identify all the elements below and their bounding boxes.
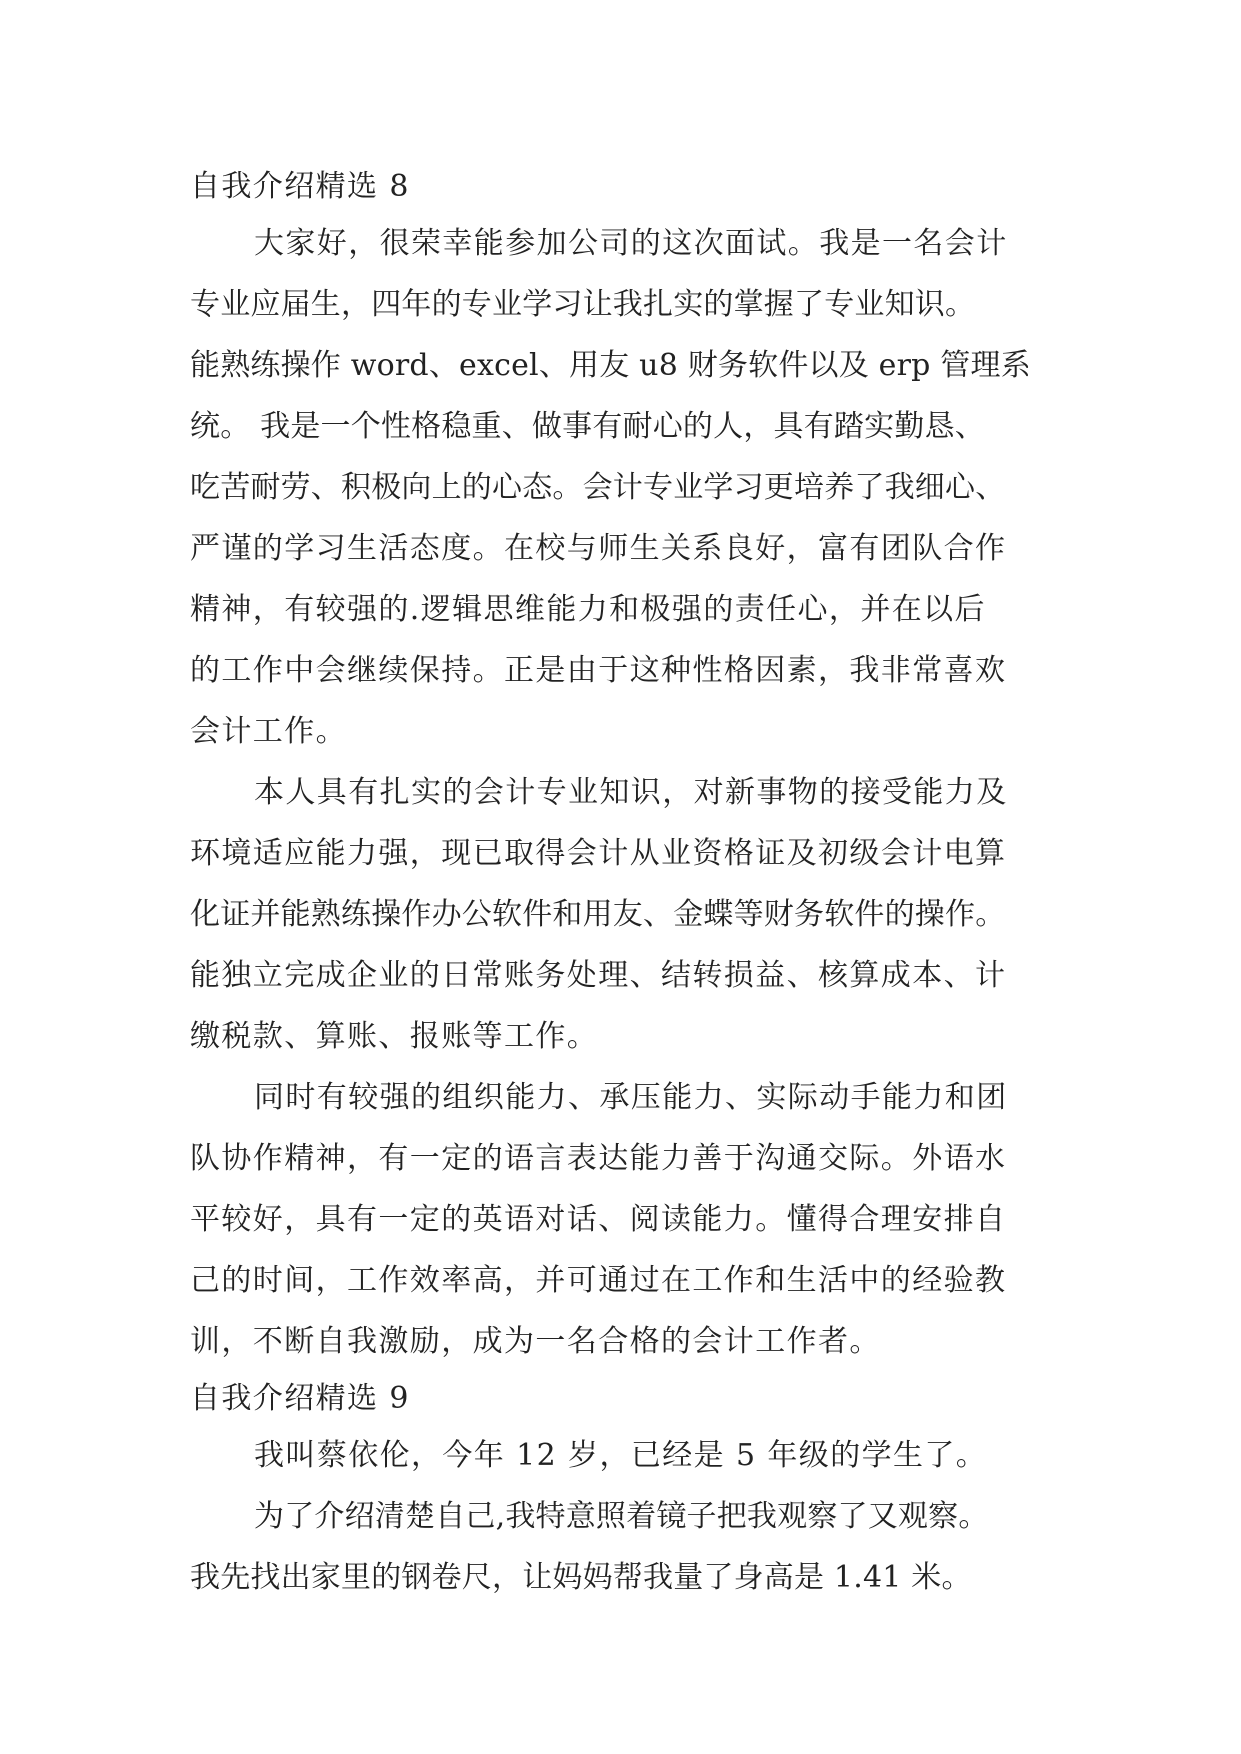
text-line: 严谨的学习生活态度。在校与师生关系良好，富有团队合作: [190, 531, 1007, 566]
paragraph: [190, 1425, 1070, 1486]
text-line: 的工作中会继续保持。正是由于这种性格因素，我非常喜欢: [190, 653, 1007, 688]
text-line: 平较好，具有一定的英语对话、阅读能力。懂得合理安排自: [190, 1202, 1007, 1237]
text-line: 吃苦耐劳、积极向上的心态。会计专业学习更培养了我细心、: [190, 470, 1006, 505]
text-line: 大家好，很荣幸能参加公司的这次面试。我是一名会计: [254, 226, 1008, 261]
text-line: 队协作精神，有一定的语言表达能力善于沟通交际。外语水: [190, 1141, 1007, 1176]
text-line: 能独立完成企业的日常账务处理、结转损益、核算成本、计: [190, 958, 1007, 993]
paragraph: [190, 1486, 1070, 1608]
document-body: [190, 160, 1070, 1608]
text-line: 我先找出家里的钢卷尺，让妈妈帮我量了身高是 1.41 米。: [190, 1560, 972, 1595]
text-line: 专业应届生，四年的专业学习让我扎实的掌握了专业知识。: [190, 287, 976, 322]
text-line: 精神，有较强的.逻辑思维能力和极强的责任心，并在以后: [190, 592, 986, 627]
paragraph: [190, 762, 1070, 1067]
text-line: 本人具有扎实的会计专业知识，对新事物的接受能力及: [254, 775, 1008, 810]
text-line: 己的时间，工作效率高，并可通过在工作和生活中的经验教: [190, 1263, 1007, 1298]
text-line: 环境适应能力强，现已取得会计从业资格证及初级会计电算: [190, 836, 1007, 871]
text-line: 会计工作。: [190, 714, 347, 749]
section-heading-8: 自我介绍精选 8: [190, 169, 410, 204]
text-line: 训，不断自我激励，成为一名合格的会计工作者。: [190, 1324, 881, 1359]
section-heading-9: 自我介绍精选 9: [190, 1381, 410, 1416]
text-line: 能熟练操作 word、excel、用友 u8 财务软件以及 erp 管理系: [190, 348, 1031, 383]
text-line: 统。 我是一个性格稳重、做事有耐心的人，具有踏实勤恳、: [190, 409, 985, 444]
text-line: 我叫蔡依伦，今年 12 岁，已经是 5 年级的学生了。: [254, 1438, 988, 1473]
paragraph: [190, 213, 1070, 762]
text-line: 为了介绍清楚自己,我特意照着镜子把我观察了又观察。: [254, 1499, 989, 1534]
text-line: 化证并能熟练操作办公软件和用友、金蝶等财务软件的操作。: [190, 897, 1006, 932]
text-line: 同时有较强的组织能力、承压能力、实际动手能力和团: [254, 1080, 1008, 1115]
text-line: 缴税款、算账、报账等工作。: [190, 1019, 599, 1054]
paragraph: [190, 1067, 1070, 1372]
